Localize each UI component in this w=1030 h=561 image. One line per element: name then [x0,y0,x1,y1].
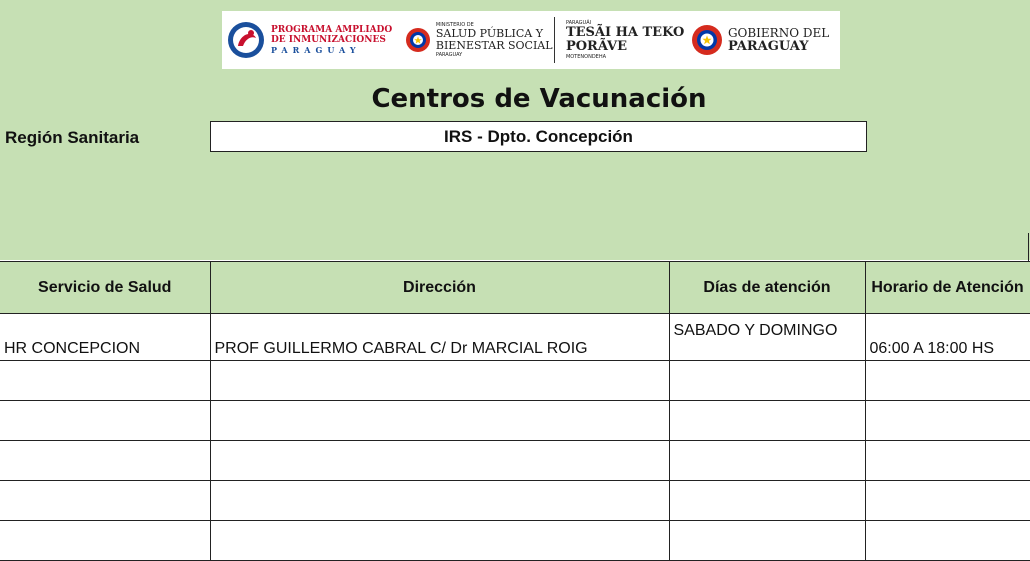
paraguay-star-seal-icon [691,24,723,56]
cell-horario[interactable] [865,401,1030,441]
gobierno-logo-line1: GOBIERNO DEL [727,26,830,40]
cell-horario[interactable] [865,441,1030,481]
vaccination-centers-table [0,261,1030,561]
cell-dias[interactable]: SABADO Y DOMINGO [669,314,865,361]
cell-horario[interactable]: 06:00 A 18:00 HS [865,314,1030,361]
institutional-logo-strip [222,11,840,69]
cell-direccion[interactable] [210,481,669,521]
gobierno-logo-line2: PARAGUAY [727,39,809,54]
table-row [0,314,1030,361]
header-dias: Días de atención [669,262,865,314]
pai-logo-line3: PARAGUAY [271,45,361,55]
cell-direccion[interactable] [210,441,669,481]
cell-direccion[interactable] [210,401,669,441]
cell-direccion[interactable]: PROF GUILLERMO CABRAL C/ Dr MARCIAL ROIG [210,314,669,361]
cell-dias[interactable] [669,401,865,441]
cell-dias[interactable] [669,441,865,481]
region-value-cell[interactable]: IRS - Dpto. Concepción [210,121,867,152]
pai-logo-line1: PROGRAMA AMPLIADO [271,25,393,35]
table-row [0,481,1030,521]
table-header-row [0,262,1030,314]
cell-direccion[interactable] [210,361,669,401]
cell-servicio[interactable] [0,441,210,481]
cell-horario[interactable] [865,361,1030,401]
tesai-logo [554,17,685,63]
cell-dias[interactable] [669,521,865,561]
header-direccion: Dirección [210,262,669,314]
table-row [0,401,1030,441]
ministerio-logo-small: MINISTERIO DE [435,22,474,28]
pai-mother-child-icon [226,20,266,60]
cell-direccion[interactable] [210,521,669,561]
cell-horario[interactable] [865,481,1030,521]
pai-logo-line2: DE INMUNIZACIONES [271,35,386,45]
table-row [0,441,1030,481]
table-row [0,521,1030,561]
ministerio-logo-line1: SALUD PÚBLICA Y [435,27,543,40]
cell-servicio[interactable] [0,521,210,561]
tesai-logo-line2: PORÃVE [565,39,627,54]
tesai-logo-small: PARAGUÁI [565,20,592,26]
cell-horario[interactable] [865,521,1030,561]
cell-servicio[interactable] [0,481,210,521]
cell-servicio[interactable] [0,361,210,401]
region-label: Región Sanitaria [5,128,140,147]
page-title: Centros de Vacunación [371,84,707,114]
cell-dias[interactable] [669,481,865,521]
header-servicio: Servicio de Salud [0,262,210,314]
ministerio-logo [405,11,554,69]
sheet-edge-line [1028,233,1029,261]
tesai-logo-line1: TESÃI HA TEKO [565,25,685,40]
table-row [0,361,1030,401]
paraguay-star-seal-icon [405,27,431,53]
tesai-logo-footer: MOTENONDEHA [565,54,607,60]
gobierno-logo [681,11,840,69]
cell-servicio[interactable]: HR CONCEPCION [0,314,210,361]
ministerio-logo-line2: BIENESTAR SOCIAL [435,39,553,52]
header-horario: Horario de Atención [865,262,1030,314]
cell-servicio[interactable] [0,401,210,441]
cell-dias[interactable] [669,361,865,401]
pai-logo [222,11,405,69]
ministerio-logo-footer: PARAGUAY [435,52,463,58]
